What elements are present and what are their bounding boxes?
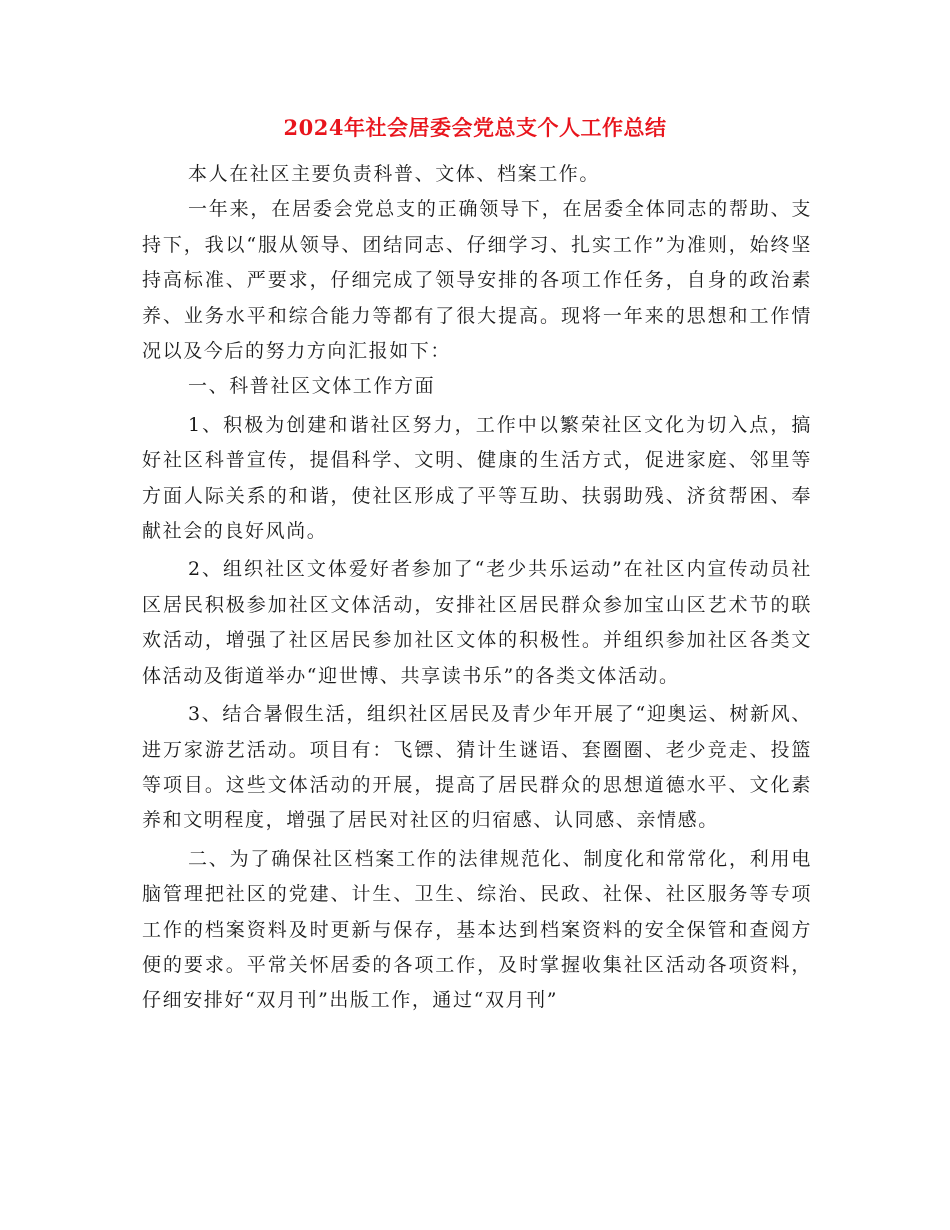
paragraph-item-3: 3、结合暑假生活，组织社区居民及青少年开展了“迎奥运、树新风、进万家游艺活动。项目有：飞镖、猜计生谜语、套圈圈、老少竞走、投篮等项目。这些文体活动的开展，提高了居民群众的思想道德水平、文化素养和文明程度，增强了居民对社区的归宿感、认同感、亲情感。 — [142, 703, 812, 832]
section-heading-culture-sports: 一、科普社区文体工作方面 — [188, 375, 436, 398]
paragraph-item-2: 2、组织社区文体爱好者参加了“老少共乐运动”在社区内宣传动员社区居民积极参加社区文体活动，安排社区居民群众参加宝山区艺术节的联欢活动，增强了社区居民参加社区文体的积极性。并组织参加社区各类文体活动及街道举办“迎世博、共享读书乐”的各类文体活动。 — [142, 558, 812, 687]
paragraph-responsibilities: 本人在社区主要负责科普、文体、档案工作。 — [188, 163, 601, 185]
paragraph-item-1: 1、积极为创建和谐社区努力，工作中以繁荣社区文化为切入点，搞好社区科普宣传，提倡科学、文明、健康的生活方式，促进家庭、邻里等方面人际关系的和谐，使社区形成了平等互助、扶弱助残、济贫帮困、奉献社会的良好风尚。 — [142, 413, 812, 543]
paragraph-overview: 一年来，在居委会党总支的正确领导下，在居委全体同志的帮助、支持下，我以“服从领导、团结同志、仔细学习、扎实工作”为准则，始终坚持高标准、严要求，仔细完成了领导安排的各项工作任务，自身的政治素养、业务水平和综合能力等都有了很大提高。现将一年来的思想和工作情况以及今后的努力方向汇报如下： — [142, 198, 812, 363]
document-title: 2024年社会居委会党总支个人工作总结 — [283, 115, 667, 140]
document-body — [142, 157, 812, 1019]
paragraph-archives: 二、为了确保社区档案工作的法律规范化、制度化和常常化，利用电脑管理把社区的党建、计生、卫生、综治、民政、社保、社区服务等专项工作的档案资料及时更新与保存，基本达到档案资料的安全保管和查阅方便的要求。平常关怀居委的各项工作，及时掌握收集社区活动各项资料，仔细安排好“双月刊”出版工作，通过“双月刊” — [142, 847, 812, 1012]
